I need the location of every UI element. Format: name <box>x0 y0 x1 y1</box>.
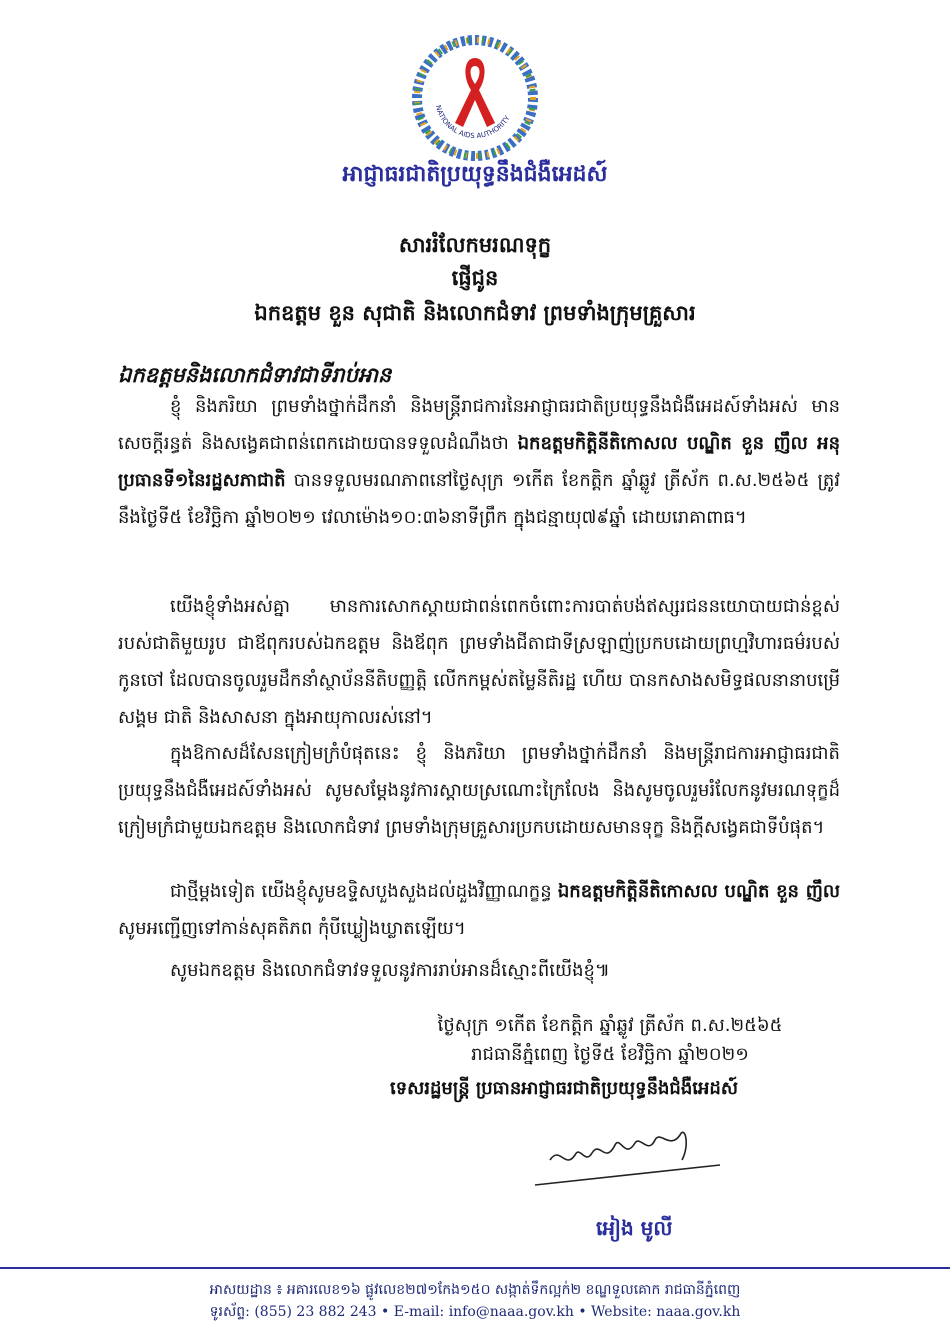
footer-address: អាសយដ្ឋាន ៖ អគារលេខ១៦ ផ្លូវលេខ២៧១កែង១៥០ សង្កាត់ទឹកល្អក់២ ខណ្ឌទួលគោក រាជធានីភ្នំពេញ <box>209 1282 741 1298</box>
footer-contact: ទូរស័ព្ទ: (855) 23 882 243 • E-mail: info@naaa.gov.kh • Website: naaa.gov.kh <box>209 1304 741 1320</box>
signatory-position: ទេសរដ្ឋមន្ត្រី ប្រធានអាជ្ញាធរជាតិប្រយុទ្ធនឹងជំងឺអេដស៍ <box>390 1078 738 1099</box>
lunar-date: ថ្ងៃសុក្រ ១កើត ខែកត្តិក ឆ្នាំឆ្លូវ ត្រីស័ក ព.ស.២៥៦៥ <box>437 1015 783 1036</box>
letter-recipient: ឯកឧត្តម ខួន សុជាតិ និងលោកជំទាវ ព្រមទាំងក្រុមគ្រួសារ <box>254 301 696 325</box>
place-date: រាជធានីភ្នំពេញ ថ្ងៃទី៥ ខែវិច្ឆិកា ឆ្នាំ២០២១ <box>471 1044 749 1065</box>
paragraph-1-text: ខ្ញុំ និងភរិយា ព្រមទាំងថ្នាក់ដឹកនាំ និងមន្ត្រីរាជការនៃអាជ្ញាធរជាតិប្រយុទ្ធនឹងជំងឺអេដស៍ទាំងអស់ មានសេចក្ដីរន្ធត់ និងសង្វេគជាពន់ពេកដោយបានទទួលដំណឹងថា <box>118 396 840 454</box>
organization-name: អាជ្ញាធរជាតិប្រយុទ្ធនឹងជំងឺអេដស៍ <box>342 162 608 187</box>
closing-line: សូមឯកឧត្តម និងលោកជំទាវទទួលនូវការរាប់អានដ៏ស្មោះពីយើងខ្ញុំ៕ <box>170 960 610 981</box>
red-ribbon-icon <box>455 58 495 127</box>
letter-recipient-prefix: ផ្ញើជូន <box>451 266 499 290</box>
salutation: ឯកឧត្តមនិងលោកជំទាវជាទីរាប់អាន <box>118 363 392 387</box>
footer-divider <box>0 1267 950 1269</box>
paragraph-1 <box>118 388 840 536</box>
paragraph-4 <box>118 873 840 947</box>
national-aids-authority-logo <box>405 28 545 168</box>
paragraph-1-text-cont: បានទទួលមរណភាពនៅថ្ងៃសុក្រ ១កើត ខែកត្តិក ឆ្នាំឆ្លូវ ត្រីស័ក ព.ស.២៥៦៥ ត្រូវនឹងថ្ងៃទី៥ ខែវិច្ឆិកា ឆ្នាំ២០២១ វេលាម៉ោង១០:៣៦នាទីព្រឹក ក្នុងជន្មាយុ៧៩ឆ្នាំ ដោយរោគាពាធ។ <box>118 470 840 528</box>
paragraph-2: យើងខ្ញុំទាំងអស់គ្នា មានការសោកស្ដាយជាពន់ពេកចំពោះការបាត់បង់ឥស្សរជននយោបាយជាន់ខ្ពស់របស់ជាតិមួយរូប ជាឪពុករបស់ឯកឧត្តម និងឪពុក ព្រមទាំងជីតាជាទីស្រឡាញ់ប្រកបដោយព្រហ្មវិហារធម៌របស់កូនចៅ ដែលបានចូលរួមដឹកនាំស្ថាប័ននីតិបញ្ញត្តិ លើកកម្ពស់តម្លៃនីតិរដ្ឋ ហើយ បានកសាងសមិទ្ធផលនានាបម្រើសង្គម ជាតិ និងសាសនា ក្នុងអាយុកាលរស់នៅ។ <box>118 596 840 728</box>
letter-title: សាររំលែកមរណទុក្ខ <box>398 233 552 257</box>
handwritten-signature <box>530 1115 730 1195</box>
deceased-name: ឯកឧត្តមកិត្តិនីតិកោសល បណ្ឌិត ខួន ញឹល អនុប្រធានទី១នៃរដ្ឋសភាជាតិ <box>118 433 840 491</box>
paragraph-3: ក្នុងឱកាសដ៏សែនក្រៀមក្រំបំផុតនេះ ខ្ញុំ និងភរិយា ព្រមទាំងថ្នាក់ដឹកនាំ និងមន្ត្រីរាជការអាជ្ញាធរជាតិប្រយុទ្ធនឹងជំងឺអេដស៍ទាំងអស់ សូមសម្ដែងនូវការស្ដាយស្រណោះក្រៃលែង និងសូមចូលរួមរំលែកនូវមរណទុក្ខដ៏ក្រៀមក្រំជាមួយឯកឧត្តម និងលោកជំទាវ ព្រមទាំងក្រុមគ្រួសារប្រកបដោយសមានទុក្ខ និងក្ដីសង្វេគជាទីបំផុត។ <box>118 743 840 838</box>
paragraph-4-text-cont: សូមអញ្ជើញទៅកាន់សុគតិភព កុំបីឃ្លៀងឃ្លាតឡើយ។ <box>118 918 466 939</box>
paragraph-4-text: ជាថ្មីម្ដងទៀត យើងខ្ញុំសូមឧទ្ទិសបួងសួងដល់ដួងវិញ្ញាណក្ខន្ធ <box>170 881 558 902</box>
svg-text:NATIONAL AIDS AUTHORITY: NATIONAL AIDS AUTHORITY <box>433 104 512 141</box>
deceased-name: ឯកឧត្តមកិត្តិនីតិកោសល បណ្ឌិត ខួន ញឹល <box>557 881 840 902</box>
signatory-name: អៀង មូលី <box>596 1216 673 1240</box>
